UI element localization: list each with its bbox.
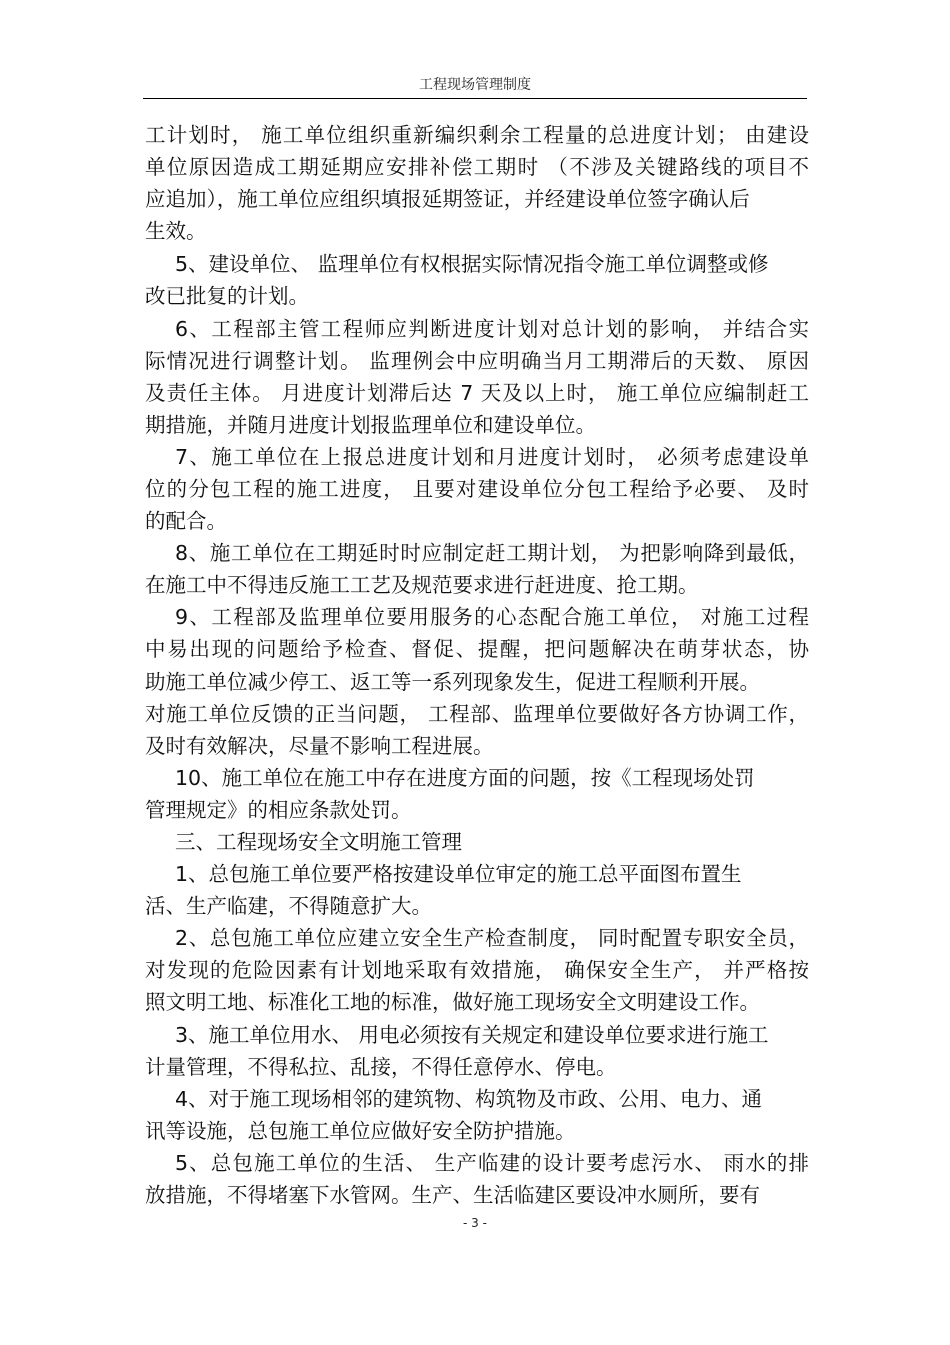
text-line: 8、施工单位在工期延时时应制定赶工期计划， 为把影响降到最低， xyxy=(175,541,809,565)
text-line: 4、对于施工现场相邻的建筑物、构筑物及市政、公用、电力、通 xyxy=(175,1087,763,1111)
text-line: 际情况进行调整计划。 监理例会中应明确当月工期滞后的天数、 原因 xyxy=(145,349,809,373)
section-heading: 三、工程现场安全文明施工管理 xyxy=(175,830,462,854)
text-line: 位的分包工程的施工进度， 且要对建设单位分包工程给予必要、 及时 xyxy=(145,477,809,501)
text-line: 1、总包施工单位要严格按建设单位审定的施工总平面图布置生 xyxy=(175,862,742,886)
page-number: - 3 - xyxy=(463,1216,487,1230)
text-line: 单位原因造成工期延期应安排补偿工期时 （不涉及关键路线的项目不 xyxy=(145,155,809,179)
text-line: 在施工中不得违反施工工艺及规范要求进行赶进度、抢工期。 xyxy=(145,573,699,597)
text-line: 照文明工地、标准化工地的标准，做好施工现场安全文明建设工作。 xyxy=(145,990,760,1014)
text-line: 及责任主体。 月进度计划滞后达 7 天及以上时， 施工单位应编制赶工 xyxy=(145,381,809,405)
text-line: 应追加），施工单位应组织填报延期签证，并经建设单位签字确认后 xyxy=(145,187,750,211)
text-line: 6、工程部主管工程师应判断进度计划对总计划的影响， 并结合实 xyxy=(175,317,809,341)
text-line: 对发现的危险因素有计划地采取有效措施， 确保安全生产， 并严格按 xyxy=(145,958,809,982)
text-line: 及时有效解决，尽量不影响工程进展。 xyxy=(145,734,494,758)
text-line: 9、工程部及监理单位要用服务的心态配合施工单位， 对施工过程 xyxy=(175,605,809,629)
text-line: 10、施工单位在施工中存在进度方面的问题，按《工程现场处罚 xyxy=(175,766,755,790)
text-line: 活、生产临建，不得随意扩大。 xyxy=(145,894,432,918)
text-line: 对施工单位反馈的正当问题， 工程部、监理单位要做好各方协调工作， xyxy=(145,702,809,726)
text-line: 管理规定》的相应条款处罚。 xyxy=(145,798,412,822)
text-line: 5、总包施工单位的生活、 生产临建的设计要考虑污水、 雨水的排 xyxy=(175,1151,809,1175)
text-line: 的配合。 xyxy=(145,509,227,533)
text-line: 放措施，不得堵塞下水管网。生产、生活临建区要设冲水厕所，要有 xyxy=(145,1183,760,1207)
page-header-title: 工程现场管理制度 xyxy=(419,77,531,93)
text-line: 改已批复的计划。 xyxy=(145,284,309,308)
text-line: 助施工单位减少停工、返工等一系列现象发生，促进工程顺利开展。 xyxy=(145,670,760,694)
text-line: 7、施工单位在上报总进度计划和月进度计划时， 必须考虑建设单 xyxy=(175,445,809,469)
text-line: 3、施工单位用水、 用电必须按有关规定和建设单位要求进行施工 xyxy=(175,1023,769,1047)
text-line: 计量管理，不得私拉、乱接，不得任意停水、停电。 xyxy=(145,1055,617,1079)
text-line: 讯等设施，总包施工单位应做好安全防护措施。 xyxy=(145,1119,576,1143)
text-line: 中易出现的问题给予检查、督促、提醒，把问题解决在萌芽状态，协 xyxy=(145,637,809,661)
text-line: 生效。 xyxy=(145,219,207,243)
text-line: 工计划时， 施工单位组织重新编织剩余工程量的总进度计划； 由建设 xyxy=(145,123,809,147)
text-line: 2、总包施工单位应建立安全生产检查制度， 同时配置专职安全员， xyxy=(175,926,809,950)
text-line: 期措施，并随月进度计划报监理单位和建设单位。 xyxy=(145,413,596,437)
text-line: 5、建设单位、 监理单位有权根据实际情况指令施工单位调整或修 xyxy=(175,252,769,276)
